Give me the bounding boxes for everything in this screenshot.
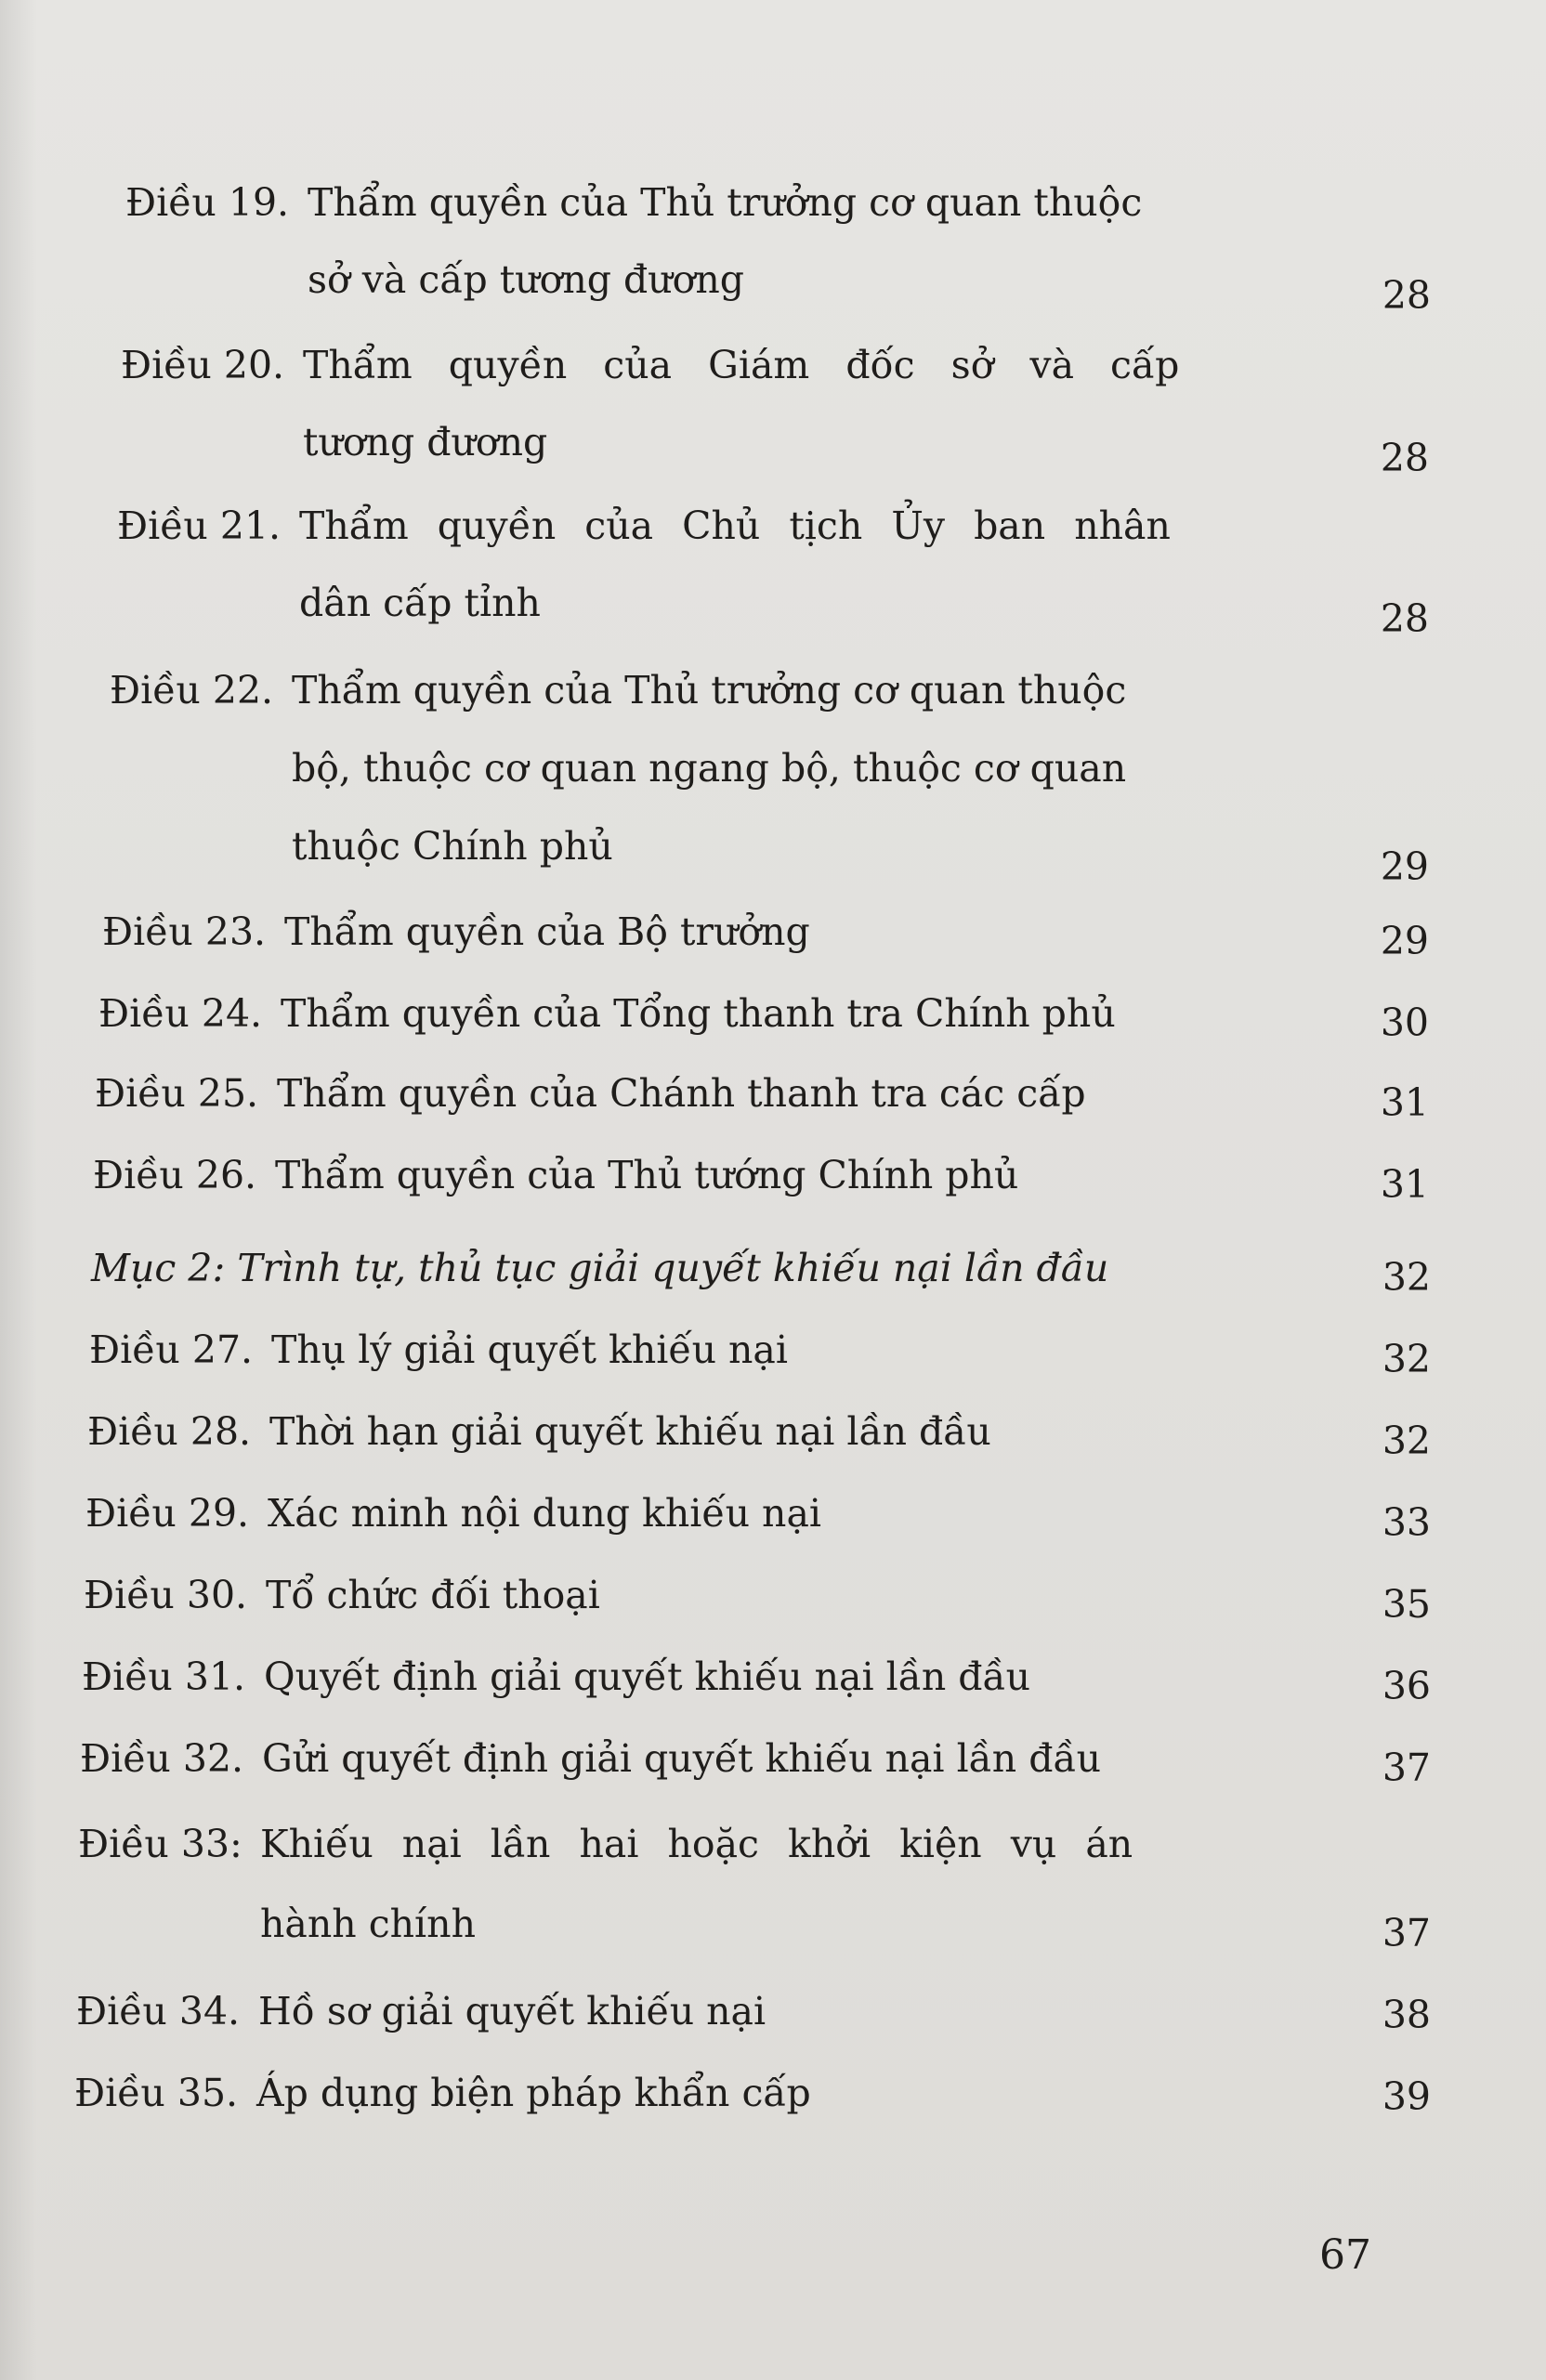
toc-entry-label: Điều 29. <box>85 1491 250 1536</box>
toc-entry-page-number: 29 <box>1380 844 1429 889</box>
toc-entry-page-number: 39 <box>1382 2074 1431 2119</box>
toc-entry-label: Điều 25. <box>95 1071 259 1116</box>
toc-entry-page-number: 30 <box>1380 1000 1429 1045</box>
toc-entry-label: Điều 32. <box>80 1736 244 1781</box>
toc-entry-title-line: Áp dụng biện pháp khẩn cấp <box>256 2071 811 2115</box>
toc-entry-title-line: Tổ chức đối thoại <box>266 1573 600 1617</box>
toc-entry-label: Điều 35. <box>74 2071 239 2115</box>
toc-entry-label: Điều 22. <box>110 668 274 713</box>
toc-entry-title-line: tương đương <box>303 420 548 464</box>
toc-entry-title-line: Thời hạn giải quyết khiếu nại lần đầu <box>269 1409 991 1454</box>
toc-entry-page-number: 32 <box>1382 1419 1431 1463</box>
toc-entry-page-number: 31 <box>1380 1162 1429 1207</box>
toc-entry-title-line: Khiếu nại lần hai hoặc khởi kiện vụ án <box>260 1822 1133 1866</box>
toc-entry-label: Điều 27. <box>89 1327 254 1372</box>
toc-entry-page-number: 28 <box>1380 436 1429 480</box>
toc-entry-title-line: sở và cấp tương đương <box>308 257 744 302</box>
toc-entry-page-number: 28 <box>1382 273 1431 318</box>
toc-entry-label: Điều 31. <box>82 1654 246 1699</box>
toc-entry-title-line: Thẩm quyền của Thủ tướng Chính phủ <box>275 1153 1019 1197</box>
toc-entry-label: Điều 30. <box>84 1573 248 1617</box>
toc-entry-title-line: Hồ sơ giải quyết khiếu nại <box>258 1989 766 2033</box>
toc-entry-title-line: Thẩm quyền của Chủ tịch Ủy ban nhân <box>299 503 1171 548</box>
toc-entry-page-number: 32 <box>1382 1255 1431 1300</box>
toc-entry-title-line: Thẩm quyền của Chánh thanh tra các cấp <box>277 1071 1086 1116</box>
toc-entry-page-number: 37 <box>1382 1746 1431 1790</box>
toc-entry-page-number: 38 <box>1382 1993 1431 2037</box>
toc-entry-page-number: 33 <box>1382 1500 1431 1545</box>
toc-entry-label: Điều 24. <box>98 991 263 1036</box>
toc-entry-title-line: Thụ lý giải quyết khiếu nại <box>271 1327 788 1372</box>
toc-entry-label: Điều 19. <box>125 180 290 225</box>
toc-entry-title-line: Quyết định giải quyết khiếu nại lần đầu <box>264 1654 1031 1699</box>
toc-entry-page-number: 28 <box>1380 596 1429 641</box>
toc-entry-title-line: hành chính <box>260 1902 476 1946</box>
toc-entry-title-line: Thẩm quyền của Thủ trưởng cơ quan thuộc <box>308 180 1143 225</box>
toc-entry-page-number: 36 <box>1382 1664 1431 1708</box>
toc-entry-label: Điều 23. <box>102 909 267 954</box>
toc-entry-page-number: 37 <box>1382 1911 1431 1955</box>
toc-entry-title-line: bộ, thuộc cơ quan ngang bộ, thuộc cơ quan <box>292 746 1127 791</box>
toc-entry-title-line: Gửi quyết định giải quyết khiếu nại lần đầu <box>262 1736 1102 1781</box>
toc-entry-title-line: Xác minh nội dung khiếu nại <box>268 1491 822 1536</box>
toc-entry-label: Điều 34. <box>76 1989 241 2033</box>
toc-entry-page-number: 35 <box>1382 1582 1431 1627</box>
toc-entry-title-line: Thẩm quyền của Giám đốc sở và cấp <box>303 343 1180 387</box>
toc-entry-page-number: 32 <box>1382 1337 1431 1381</box>
toc-entry-page-number: 31 <box>1380 1080 1429 1125</box>
toc-entry-label: Điều 21. <box>117 503 282 548</box>
toc-entry-label: Điều 28. <box>87 1409 252 1454</box>
toc-entry-title-line: Thẩm quyền của Thủ trưởng cơ quan thuộc <box>292 668 1127 713</box>
toc-entry-title-line: Thẩm quyền của Bộ trưởng <box>284 909 810 954</box>
toc-entry-page-number: 29 <box>1380 919 1429 963</box>
toc-section-title: Mục 2: Trình tự, thủ tục giải quyết khiếu nại lần đầu <box>91 1246 1109 1290</box>
toc-entry-label: Điều 33: <box>78 1822 242 1866</box>
toc-entry-label: Điều 20. <box>121 343 285 387</box>
toc-entry-label: Điều 26. <box>93 1153 257 1197</box>
toc-entry-title-line: thuộc Chính phủ <box>292 824 613 869</box>
toc-entry-title-line: dân cấp tỉnh <box>299 581 541 625</box>
page-number-footer: 67 <box>1319 2231 1371 2279</box>
toc-entry-title-line: Thẩm quyền của Tổng thanh tra Chính phủ <box>281 991 1116 1036</box>
